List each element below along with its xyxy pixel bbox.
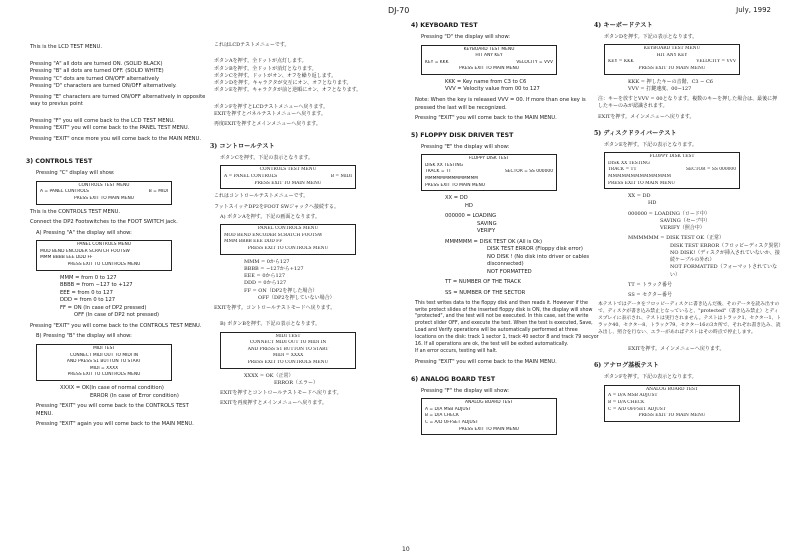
section-title: 6) ANALOG BOARD TEST bbox=[411, 375, 496, 383]
body-text: A) Pressing "A" the display will show: bbox=[36, 229, 132, 236]
lcd-line: TRACK = TT bbox=[425, 169, 452, 175]
lcd-line: SECTOR = SS 000000 bbox=[504, 169, 553, 175]
lcd-line: KEYBOARD TEST MENU bbox=[463, 46, 515, 52]
lcd-line: B = MIDI bbox=[148, 189, 168, 195]
value-line: OFF（DP2を押していない場合） bbox=[258, 294, 335, 301]
section-title: 5) FLOPPY DISK DRIVER TEST bbox=[411, 131, 514, 139]
lcd-line: PRESS EXIT TO MAIN MENU bbox=[425, 182, 485, 188]
lcd-line: AND PRESS S1 BUTTON TO START bbox=[247, 346, 329, 352]
body-text: Pressing "D" the display will show: bbox=[421, 33, 511, 40]
value-line: FF = ON (In case of DP2 pressed) bbox=[60, 304, 147, 311]
jp-text: これはコントロールテストメニューです。 bbox=[214, 193, 309, 200]
jp-text: ボタンFを押すとLCDテストメニューへ戻ります。 bbox=[214, 103, 328, 110]
jp-text: ボタンEを押す。キャラクタが前と逆順にオン、オフとなります。 bbox=[214, 87, 362, 94]
lcd-line: PRESS EXIT TO MAIN MENU bbox=[254, 180, 322, 186]
lcd-display-box bbox=[36, 240, 172, 270]
value-line: XX = DD bbox=[445, 195, 468, 202]
column-english-right bbox=[411, 22, 599, 439]
value-line: TT = NUMBER OF THE TRACK bbox=[445, 279, 521, 286]
jp-text: フットスイッチDP2をFOOT SWジャックへ接続する。 bbox=[214, 203, 340, 210]
value-line: VVV = 打鍵速度、00−127 bbox=[628, 85, 692, 92]
lcd-line: B = D/A CHECK bbox=[608, 399, 645, 405]
jp-text: これはLCDテストメニューです。 bbox=[214, 42, 290, 48]
lcd-line: CONTROLS TEST MENU bbox=[78, 182, 130, 188]
section-title: 3) CONTROLS TEST bbox=[26, 158, 93, 166]
lcd-line: DISK XX TESTING bbox=[608, 160, 650, 166]
lcd-display-box bbox=[421, 45, 557, 75]
lcd-line: AND PRESS S1 BUTTON TO START bbox=[66, 359, 142, 365]
body-text: Pressing "C" display will show: bbox=[36, 170, 115, 177]
lcd-line: MMM BBBB EEE DDD FF bbox=[224, 239, 283, 245]
lcd-text: Pressing "C" dots are turned ON/OFF alternatively bbox=[30, 75, 160, 82]
jp-text: EXITを押すとコントロールテストモードへ戻ります。 bbox=[220, 390, 342, 397]
body-text: Pressing "EXIT" you will come back to the CONTROLS TEST MENU. bbox=[36, 403, 189, 417]
lcd-line: FLOPPY DISK TEST bbox=[468, 156, 510, 162]
lcd-display-box bbox=[220, 224, 356, 254]
lcd-text: Pressing "EXIT" once more you will come back to the MAIN MENU. bbox=[30, 135, 201, 142]
lcd-display-box bbox=[36, 181, 172, 205]
section-title: 4) KEYBOARD TEST bbox=[411, 22, 478, 29]
value-line: NO DISK!（ディスクが挿入されていないか、接続ケーブルの外れ） bbox=[670, 249, 780, 264]
value-line: DISK TEST ERROR (Floppy disk error) bbox=[487, 246, 583, 253]
jp-text: ボタンFを押す。下記の表示となります。 bbox=[604, 374, 697, 381]
page-number: 10 bbox=[402, 546, 410, 553]
value-line: KKK = 押したキーの音階、C3 − C6 bbox=[628, 78, 713, 85]
lcd-line: PANEL CONTROLS MENU bbox=[257, 226, 319, 232]
lcd-line: PRESS EXIT TO MAIN MENU bbox=[638, 66, 706, 72]
value-line: BBBB = −127から+127 bbox=[244, 265, 304, 272]
lcd-line: MMMMMMMMMMMMMM bbox=[608, 173, 671, 179]
lcd-line: VELOCITY = VVV bbox=[516, 59, 553, 65]
body-text: Pressing "EXIT" you will come back to the MAIN MENU. bbox=[415, 359, 557, 366]
jp-text: EXITを押すとパネルテストメニューへ戻ります。 bbox=[214, 110, 326, 117]
value-line: MMMMMM = DISK TEST OK（正常） bbox=[628, 235, 724, 242]
value-line: NOT FORMATTED（フォーマットされていない） bbox=[670, 264, 778, 278]
value-line: VERIFY bbox=[477, 228, 496, 235]
column-english-left bbox=[26, 22, 206, 432]
jp-text: ボタンDを押す。下記の表示となります。 bbox=[604, 33, 698, 40]
jp-text: ボタンCを押す。下記の表示となります。 bbox=[220, 155, 314, 162]
lcd-display-box bbox=[604, 44, 740, 74]
lcd-text: Pressing "E" characters are turned ON/OFF alternatively in opposite way to previus point bbox=[30, 93, 206, 108]
lcd-line: PRESS EXIT TO CONTROLS MENU bbox=[247, 245, 329, 251]
lcd-text: This is the LCD TEST MENU. bbox=[30, 44, 102, 50]
note-text: Note: When the key is released VVV = 00. If more than one key is pressed the last will be recognized. bbox=[415, 97, 586, 111]
jp-text: ボタンCを押す。ドットがオン、オフを繰り返します。 bbox=[214, 72, 337, 79]
lcd-line: CONNECT MIDI OUT TO MIDI IN bbox=[249, 340, 327, 346]
lcd-line: PRESS EXIT TO MAIN MENU bbox=[638, 413, 706, 419]
value-line: SS = セクター番号 bbox=[628, 292, 673, 299]
jp-text: ボタンEを押す。下記の表示となります。 bbox=[604, 141, 697, 148]
lcd-line: MOD BEND ENCODER SCRATCH FOOTSW bbox=[224, 232, 323, 238]
column-japanese-right bbox=[594, 22, 784, 426]
value-line: 000000 = LOADING bbox=[445, 213, 497, 220]
lcd-line: CONTROLS TEST MENU bbox=[259, 167, 317, 173]
lcd-line: ANALOG BOARD TEST bbox=[646, 386, 698, 392]
lcd-line: A = PANEL CONTROLS bbox=[40, 189, 89, 195]
column-japanese-left bbox=[210, 22, 398, 411]
lcd-line: B = MIDI bbox=[330, 174, 352, 180]
lcd-line: MIDI TEST bbox=[92, 345, 116, 351]
lcd-display-box bbox=[220, 332, 356, 369]
value-line: DISK TEST ERROR（フロッピーディスク異常） bbox=[670, 242, 784, 249]
body-paragraph: 本テストではデータをフロッピーディスクに書き込んだ後、そのデータを読み出すので、ディスクが書き込み禁止となっていると、"protected"（書き込み禁止）とディスプレイに表示され、テストは実行されません。テストはトラック1、セクター1、トラック40、セクター8、トラック79、セクター16の3カ所で、それぞれ書き込み、読み出し、照合を行ない、エラーがあればテストはその時点で停止します。 bbox=[598, 302, 782, 336]
value-line: SAVING bbox=[477, 220, 497, 227]
jp-text: B) ボタンBを押す。下記の表示となります。 bbox=[220, 321, 321, 328]
body-text: Pressing "EXIT" you will come back to the CONTROLS TEST MENU. bbox=[30, 322, 202, 329]
lcd-line: C = A/D OFFSET ADJUST bbox=[608, 406, 666, 412]
header-date: July, 1992 bbox=[736, 6, 771, 14]
value-line: XXXX = OK（正常） bbox=[244, 372, 294, 379]
lcd-display-box bbox=[421, 398, 557, 435]
value-line: ERROR (In case of Error condition) bbox=[90, 392, 179, 399]
header-title: DJ-70 bbox=[388, 6, 410, 15]
value-line: OFF (In case of DP2 not pressed) bbox=[74, 312, 160, 319]
body-text: If an error occurs, testing will halt. bbox=[415, 349, 498, 355]
value-line: HD bbox=[648, 200, 657, 207]
jp-text: ボタンDを押す。キャラクタが交互にオン、オフとなります。 bbox=[214, 80, 352, 86]
lcd-line: KEYBOARD TEST MENU bbox=[643, 46, 701, 52]
value-line: MMM = from 0 to 127 bbox=[60, 274, 117, 281]
section-title: 4) キーボードテスト bbox=[594, 22, 653, 29]
value-line: KKK = Key name from C3 to C6 bbox=[445, 78, 527, 85]
lcd-line: DISK XX TESTING bbox=[425, 162, 464, 168]
value-line: MMMMMM = DISK TEST OK (All is Ok) bbox=[445, 238, 543, 245]
lcd-line: PRESS EXIT TO CONTROLS MENU bbox=[67, 372, 141, 378]
lcd-line: A = D/A MSB ADJUST bbox=[608, 393, 658, 399]
lcd-line: PRESS EXIT TO MAIN MENU bbox=[459, 66, 519, 72]
jp-text: 再度EXITを押すとメインメニューへ戻ります。 bbox=[214, 121, 321, 127]
body-text: B) Pressing "B" the display will show: bbox=[36, 333, 132, 340]
lcd-line: MOD BEND ENCODER SCRATCH FOOTSW bbox=[40, 248, 130, 254]
lcd-display-box bbox=[220, 165, 356, 189]
section-title: 3) コントロールテスト bbox=[210, 143, 275, 151]
value-line: DDD = 0から127 bbox=[244, 280, 287, 287]
value-line: 000000 = LOADING（ロード中） bbox=[628, 210, 710, 217]
lcd-display-box bbox=[36, 344, 172, 381]
lcd-line: VELOCITY = VVV bbox=[696, 59, 736, 65]
jp-text: A) ボタンAを押す。下記の画面となります。 bbox=[220, 213, 320, 220]
body-text: Pressing "EXIT" again you will come back to the MAIN MENU. bbox=[36, 421, 194, 428]
value-line: DDD = from 0 to 127 bbox=[60, 297, 116, 304]
lcd-line: SECTOR = SS 000000 bbox=[686, 167, 736, 173]
lcd-text: Pressing "EXIT" you will come back to the PANEL TEST MENU. bbox=[30, 125, 190, 132]
lcd-text: Pressing "F" you will come back to the LCD TEST MENU. bbox=[30, 117, 175, 124]
lcd-line: PRESS EXIT TO CONTROLS MENU bbox=[67, 262, 141, 268]
lcd-line: KEY = KKK bbox=[425, 59, 449, 65]
lcd-display-box bbox=[604, 385, 740, 422]
body-text: Pressing "E" the display will show: bbox=[421, 143, 510, 150]
lcd-line: MIDI TEST bbox=[275, 333, 301, 339]
body-text: This is the CONTROLS TEST MENU. bbox=[30, 208, 121, 215]
jp-text: EXITを再度押すとメインメニューへ戻ります。 bbox=[220, 400, 327, 407]
lcd-text: Pressing "A" all dots are turned ON. (SOLID BLACK) bbox=[30, 60, 163, 67]
jp-text: EXITを押す。メインメニューへ戻ります。 bbox=[628, 346, 725, 353]
lcd-line: HIT ANY KEY bbox=[656, 52, 688, 58]
value-line: ERROR（エラー） bbox=[274, 379, 319, 386]
body-text: Connect the DP2 Footswitches to the FOOT SWITCH jack. bbox=[30, 219, 178, 226]
lcd-line: C = A/D OFFSET ADJUST bbox=[425, 420, 479, 426]
value-line: VVV = Velocity value from 00 to 127 bbox=[445, 86, 540, 93]
lcd-line: MMMMMMMMMMMMMM bbox=[425, 175, 479, 181]
lcd-text: Pressing "B" all dots are turned OFF. (SOLID WHITE) bbox=[30, 68, 164, 75]
value-line: HD bbox=[465, 202, 473, 209]
value-line: XXXX = OK(In case of normal condition) bbox=[60, 384, 164, 391]
lcd-text: Pressing "D" characters are turned ON/OFF alternatively. bbox=[30, 83, 177, 90]
value-line: SS = NUMBER OF THE SECTOR bbox=[445, 290, 526, 297]
jp-text: EXITを押す。コントロールテストモードへ戻ります。 bbox=[214, 305, 336, 311]
value-line: FF = ON（DP2を押した場合） bbox=[244, 287, 318, 294]
value-line: SAVING（セーブ中） bbox=[660, 217, 711, 224]
value-line: EEE = from 0 to 127 bbox=[60, 289, 113, 296]
lcd-line: MIDI = XXXX bbox=[89, 365, 119, 371]
body-text: Pressing "F" the display will show: bbox=[421, 387, 510, 394]
lcd-line: HIT ANY KEY bbox=[475, 53, 503, 59]
body-paragraph: This test writes data to the floppy disk and then reads it. However if the write protect slides of the inserted floppy disk is ON, the display will show "protected", and the test will not be executed. In this case, set the write protect slider OFF, and execute the test. When the test is executed, Save, Load and Verify operations will be automatically performed at three locations on the disk: track 1 sector 1, track 40 sector 8 and track 79 secyor 16. If all operations are ok, the test will be exited automatically. bbox=[415, 300, 599, 348]
jp-text: ボタンAを押す。全ドットが点灯します。 bbox=[214, 58, 307, 65]
lcd-line: PRESS EXIT TO MAIN MENU bbox=[459, 426, 519, 432]
value-line: EEE = 0から127 bbox=[244, 273, 286, 279]
value-line: TT = トラック番号 bbox=[628, 281, 673, 288]
jp-text: ボタンBを押す。全ドットが消灯となります。 bbox=[214, 65, 317, 72]
lcd-display-box bbox=[421, 154, 557, 191]
body-text: Pressing "EXIT" you will come back to the MAIN MENU. bbox=[415, 115, 557, 122]
lcd-line: FLOPPY DISK TEST bbox=[649, 154, 695, 160]
lcd-line: PRESS EXIT TO CONTROLS MENU bbox=[247, 359, 329, 365]
lcd-line: ANALOG BOARD TEST bbox=[465, 400, 513, 406]
value-line: VERIFY（照合中） bbox=[660, 225, 705, 232]
lcd-line: CONNECT MIDI OUT TO MIDI IN bbox=[69, 352, 139, 358]
value-line: MMM = 0から127 bbox=[244, 258, 290, 265]
section-title: 6) アナログ基板テスト bbox=[594, 362, 659, 370]
lcd-line: A = PANEL CONTROLS bbox=[224, 174, 278, 180]
value-line: BBBB = from −127 to +127 bbox=[60, 282, 133, 289]
value-line: NOT FORMATTED bbox=[487, 268, 532, 275]
lcd-line: MMM BBBB EEE DDD FF bbox=[40, 255, 93, 261]
lcd-line: KEY = KKK bbox=[608, 59, 634, 65]
section-title: 5) ディスクドライバーテスト bbox=[594, 129, 677, 137]
lcd-line: TRACK = TT bbox=[608, 167, 637, 173]
jp-text: EXITを押す。メインメニューへ戻ります。 bbox=[598, 113, 695, 120]
value-line: XX = DD bbox=[628, 193, 651, 200]
lcd-line: MIDI = XXXX bbox=[272, 353, 304, 359]
lcd-line: B = D/A CHECK bbox=[425, 413, 459, 419]
lcd-line: PRESS EXIT TO MAIN MENU bbox=[74, 196, 134, 202]
lcd-line: A = D/A MSB ADJUST bbox=[425, 406, 472, 412]
lcd-line: PANEL CONTROLS MENU bbox=[77, 242, 131, 248]
value-line: NO DISK ! (No disk into driver or cables disconnected) bbox=[487, 253, 590, 268]
lcd-display-box bbox=[604, 152, 740, 189]
lcd-line: PRESS EXIT TO MAIN MENU bbox=[608, 180, 675, 186]
note-text: 注：キーを放すとVVV = 00となります。複数のキーを押した場合は、最後に押したキーのみが認識されます。 bbox=[598, 96, 778, 110]
